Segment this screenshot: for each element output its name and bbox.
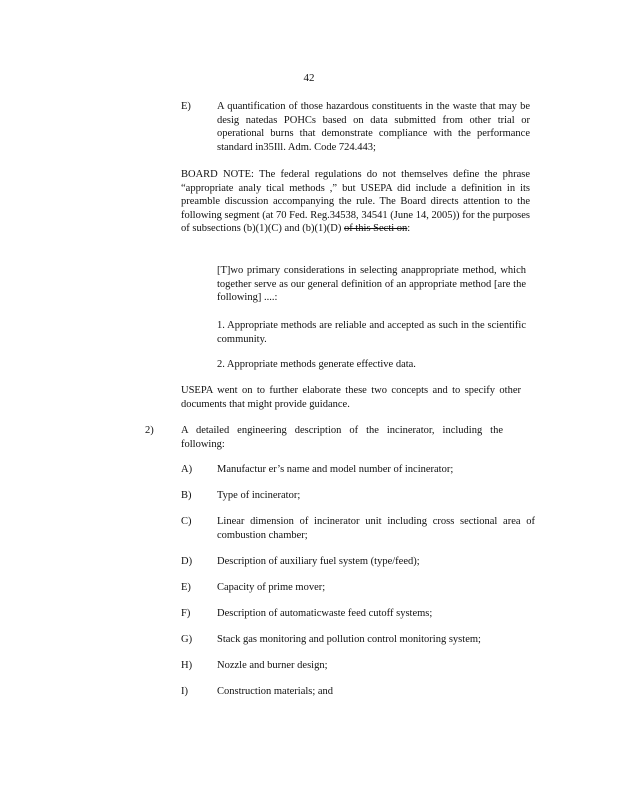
item-2-text: A detailed engineering description of the incinerator, including the following: bbox=[181, 425, 503, 450]
sub-item-g-text: Stack gas monitoring and pollution control monitoring system; bbox=[217, 634, 481, 645]
item-e-text: A quantification of those hazardous constituents in the waste that may be desig natedas POHCs based on data submitted from other trial or operational burns that demonstrate compliance with the performance standard in35Ill. Adm. Code 724.443; bbox=[217, 101, 530, 153]
sub-item-c-label: C) bbox=[181, 516, 192, 527]
sub-item-f-text: Description of automaticwaste feed cutoff systems; bbox=[217, 608, 433, 619]
item-e-label: E) bbox=[181, 101, 191, 112]
quote-intro: [T]wo primary considerations in selecting anappropriate method, which together serve as our general definition of an appropriate method [are the following] ....: bbox=[217, 265, 526, 303]
sub-item-g-label: G) bbox=[181, 634, 193, 645]
sub-item-i-label: I) bbox=[181, 686, 188, 697]
sub-item-a-label: A) bbox=[181, 464, 193, 475]
quote-point-2: 2. Appropriate methods generate effective data. bbox=[217, 359, 416, 370]
sub-item-d-label: D) bbox=[181, 556, 193, 567]
quote-point-1: 1. Appropriate methods are reliable and accepted as such in the scientific community. bbox=[217, 320, 526, 345]
sub-item-e-text: Capacity of prime mover; bbox=[217, 582, 326, 593]
sub-item-f-label: F) bbox=[181, 608, 191, 619]
sub-item-i-text: Construction materials; and bbox=[217, 686, 334, 697]
usepa-paragraph: USEPA went on to further elaborate these two concepts and to specify other documents that might provide guidance. bbox=[181, 385, 521, 410]
sub-item-e-label: E) bbox=[181, 582, 191, 593]
sub-item-a-text: Manufactur er’s name and model number of incinerator; bbox=[217, 464, 454, 475]
sub-item-h-label: H) bbox=[181, 660, 193, 671]
sub-item-d-text: Description of auxiliary fuel system (type/feed); bbox=[217, 556, 420, 567]
board-note-text: BOARD NOTE: The federal regulations do not themselves define the phrase “appropriate analy tical methods ,” but USEPA did include a definition in its preamble discussion accompanying the rule. The Board directs attention to the following segment (at 70 Fed. Reg.34538, 34541 (June 14, 2005)) for the purposes of subsections (b)(1)(C) and (b)(1)(D) bbox=[181, 169, 530, 234]
page-number: 42 bbox=[303, 72, 315, 84]
sub-item-b-label: B) bbox=[181, 490, 192, 501]
board-note bbox=[181, 168, 530, 236]
item-2-label: 2) bbox=[145, 425, 154, 436]
board-note-struck: of this Secti on bbox=[344, 223, 408, 234]
sub-item-b-text: Type of incinerator; bbox=[217, 490, 301, 501]
sub-item-c-text: Linear dimension of incinerator unit including cross sectional area of combustion chamber; bbox=[217, 516, 535, 541]
board-note-end: : bbox=[407, 223, 411, 234]
sub-item-h-text: Nozzle and burner design; bbox=[217, 660, 328, 671]
